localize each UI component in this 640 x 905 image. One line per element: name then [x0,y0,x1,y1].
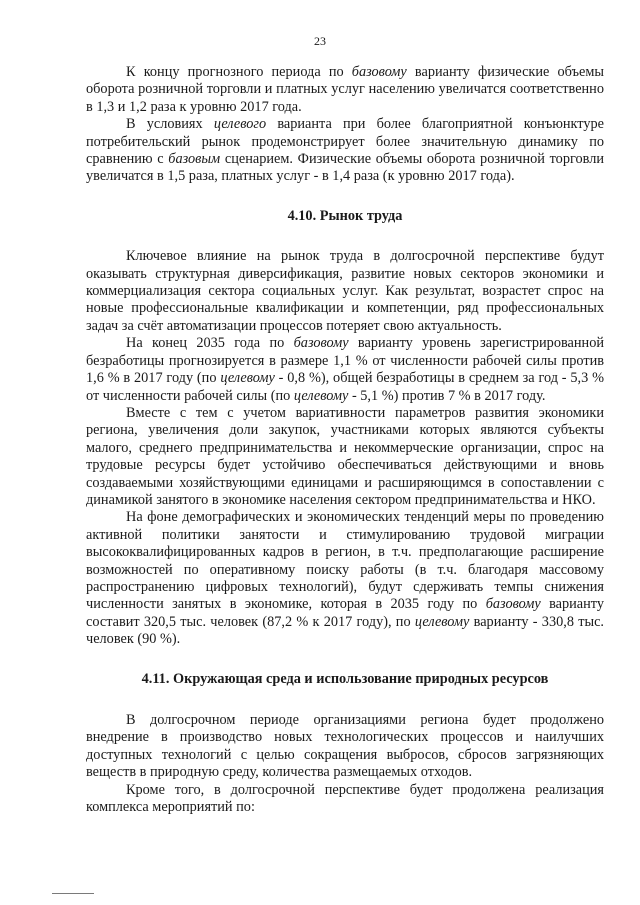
paragraph-consumer-market-base: К концу прогнозного периода по базовому варианту физические объемы оборота розничной торговли и платных услуг населению увеличатся соответственно в 1,3 и 1,2 раза к уровню 2017 года. [86,64,604,115]
section-heading-labor-market: 4.10. Рынок труда [287,207,403,224]
paragraph-employment-forecast: На фоне демографических и экономических тенденций меры по проведению активной политики занятости и стимулированию трудовой миграции высококвалифицированных кадров в регион, в т.ч. предполагающие расширение возможностей по оперативному поиску работы (в т.ч. благодаря массовому распространению цифровых технологий), будут сдерживать темпы снижения численности занятых в экономике, которая в 2035 году по базовому варианту составит 320,5 тыс. человек (87,2 % к 2017 году), по целевому варианту - 330,8 тыс. человек (90 %). [86,509,604,648]
document-body [86,64,604,816]
paragraph-environment-technologies: В долгосрочном периоде организациями региона будет продолжено внедрение в производство новых технологических процессов и наилучших доступных технологий с целью сокращения выбросов, сбросов загрязняющих веществ в природную среду, количества размещаемых отходов. [86,712,604,781]
paragraph-consumer-market-target: В условиях целевого варианта при более благоприятной конъюнктуре потребительский рынок продемонстрирует более значительную динамику по сравнению с базовым сценарием. Физические объемы оборота розничной торговли увеличатся в 1,5 раза, платных услуг - в 1,4 раза (к уровню 2017 года). [86,116,605,185]
section-heading-environment: 4.11. Окружающая среда и использование природных ресурсов [141,670,549,687]
paragraph-environment-measures: Кроме того, в долгосрочной перспективе будет продолжена реализация комплекса мероприятий по: [86,781,604,816]
paragraph-labor-demand: Вместе с тем с учетом вариативности параметров развития экономики региона, увеличения доли закупок, участниками которых являются субъекты малого, среднего предпринимательства и некоммерческие организации, спрос на трудовые ресурсы будет устойчиво обеспечиваться действующими и вновь создаваемыми хозяйствующими единицами и расширяющимся в сопоставлении с динамикой занятого в экономике населения сектором предпринимательства и НКО. [86,404,604,508]
page-number: 23 [314,34,326,48]
footnote-separator [52,893,94,894]
paragraph-labor-market-influence: Ключевое влияние на рынок труда в долгосрочной перспективе будут оказывать структурная диверсификация, развитие новых секторов экономики и коммерциализация сектора социальных услуг. Как результат, возрастет спрос на новые профессиональные квалификации и компетенции, ряд профессиональных задач за счёт автоматизации процессов потеряет свою актуальность. [86,248,604,334]
paragraph-unemployment-forecast: На конец 2035 года по базовому варианту уровень зарегистрированной безработицы прогнозируется в размере 1,1 % от численности рабочей силы против 1,6 % в 2017 году (по целевому - 0,8 %), общей безработицы в среднем за год - 5,3 % от численности рабочей силы (по целевому - 5,1 %) против 7 % в 2017 году. [86,335,604,404]
